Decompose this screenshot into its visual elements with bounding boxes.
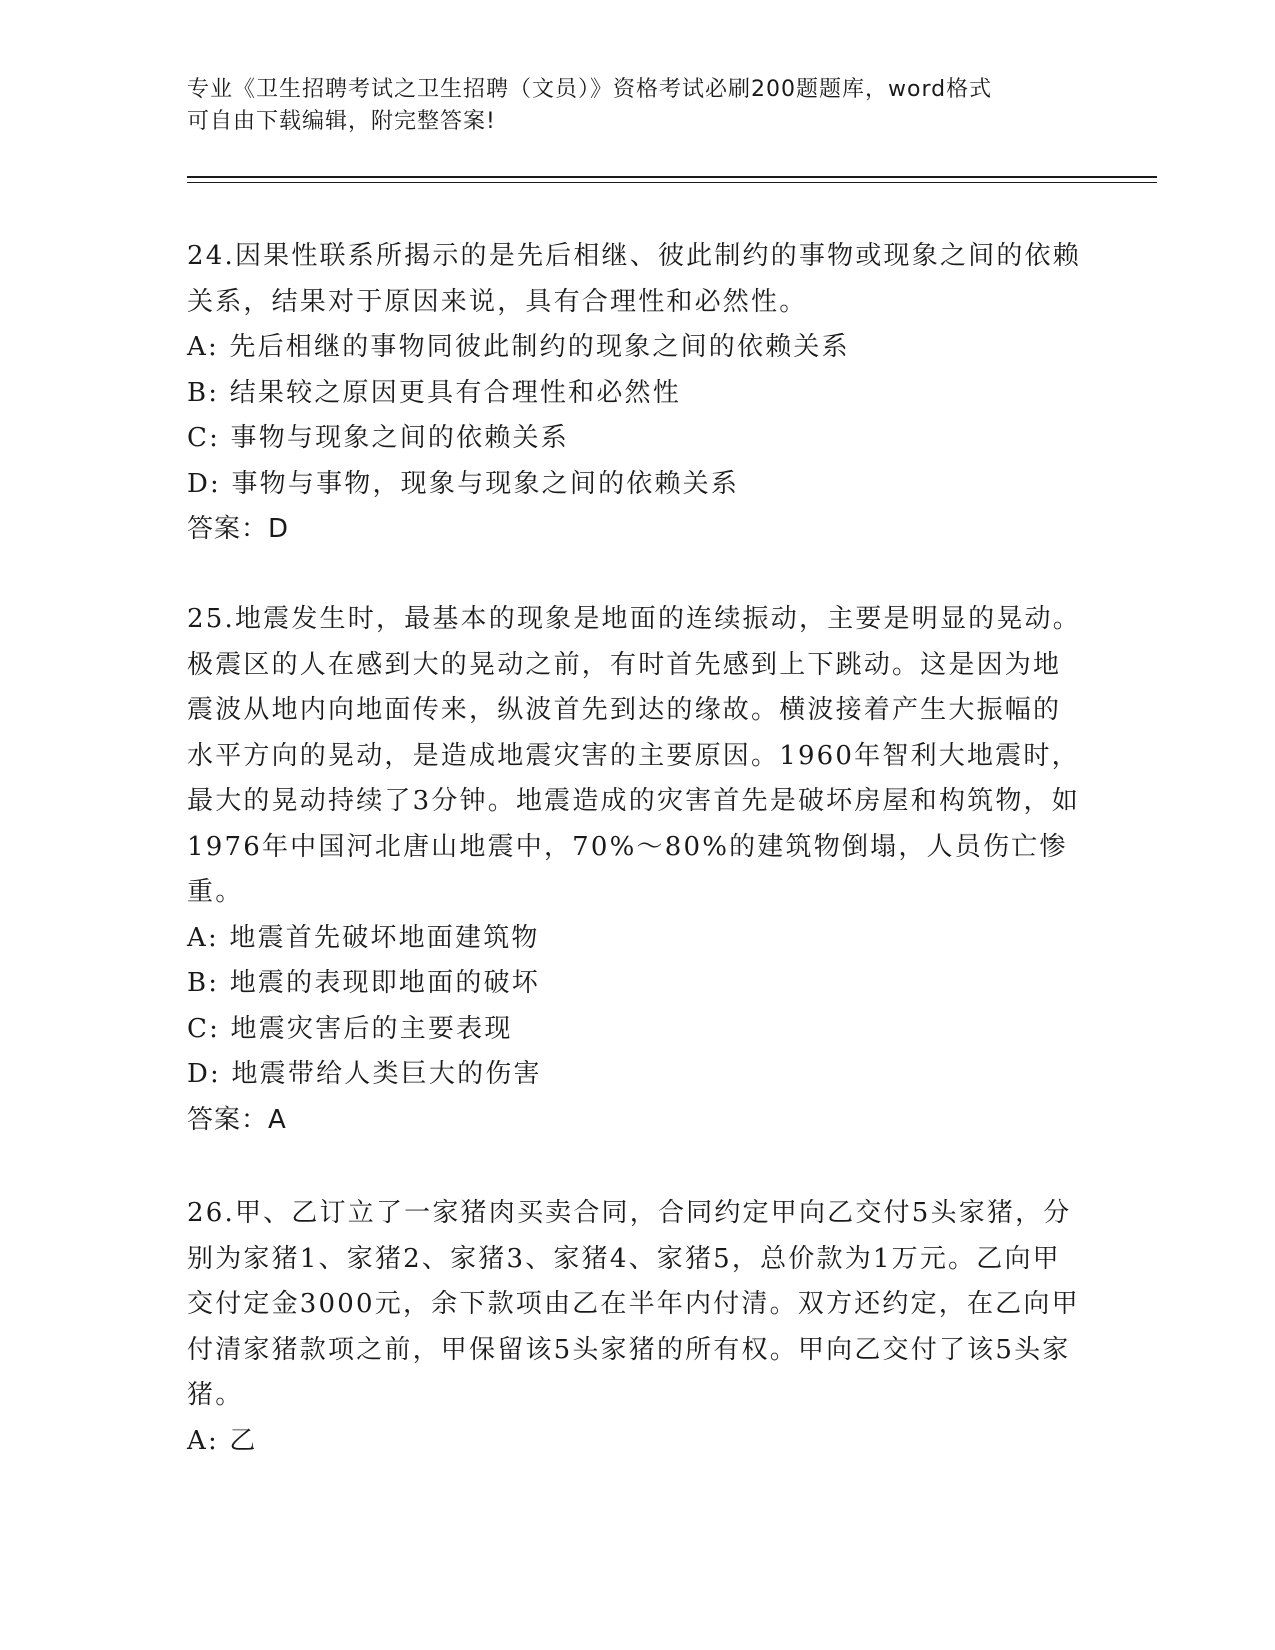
question-26: [187, 1191, 1087, 1464]
option-c: C: 事物与现象之间的依赖关系: [187, 423, 569, 453]
option-a: A: 乙: [187, 1425, 258, 1456]
header-title-line-2: 可自由下载编辑，附完整答案!: [187, 109, 496, 134]
header-title-line-1: 专业《卫生招聘考试之卫生招聘（文员）》资格考试必刷200题题库，word格式: [187, 77, 993, 102]
option-b: B: 地震的表现即地面的破坏: [187, 968, 540, 998]
answer-key: 答案：D: [187, 514, 290, 544]
option-c: C: 地震灾害后的主要表现: [187, 1013, 513, 1044]
question-stem: 24.因果性联系所揭示的是先后相继、彼此制约的事物或现象之间的依赖关系，结果对于原因来说，具有合理性和必然性。: [187, 241, 1081, 317]
document-header: [187, 74, 1067, 138]
option-a: A: 先后相继的事物同彼此制约的现象之间的依赖关系: [187, 332, 850, 362]
option-b: B: 结果较之原因更具有合理性和必然性: [187, 377, 681, 408]
question-24: [187, 234, 1087, 553]
option-d: D: 事物与事物，现象与现象之间的依赖关系: [187, 468, 740, 499]
question-stem: 26.甲、乙订立了一家猪肉买卖合同，合同约定甲向乙交付5头家猪，分别为家猪1、家猪2、家猪3、家猪4、家猪5，总价款为1万元。乙向甲交付定金3000元，余下款项由乙在半年内付清。双方还约定，在乙向甲付清家猪款项之前，甲保留该5头家猪的所有权。甲向乙交付了该5头家猪。: [187, 1198, 1080, 1410]
option-d: D: 地震带给人类巨大的伤害: [187, 1059, 542, 1089]
header-divider-thin: [187, 182, 1157, 183]
answer-key: 答案：A: [187, 1104, 287, 1135]
question-stem: 25.地震发生时，最基本的现象是地面的连续振动，主要是明显的晃动。极震区的人在感到大的晃动之前，有时首先感到上下跳动。这是因为地震波从地内向地面传来，纵波首先到达的缘故。横波接着产生大振幅的水平方向的晃动，是造成地震灾害的主要原因。1960年智利大地震时，最大的晃动持续了3分钟。地震造成的灾害首先是破坏房屋和构筑物，如1976年中国河北唐山地震中，70%～80%的建筑物倒塌，人员伤亡惨重。: [187, 604, 1081, 907]
question-25: [187, 597, 1087, 1143]
option-a: A: 地震首先破坏地面建筑物: [187, 922, 540, 953]
header-divider-thick: [187, 176, 1157, 178]
